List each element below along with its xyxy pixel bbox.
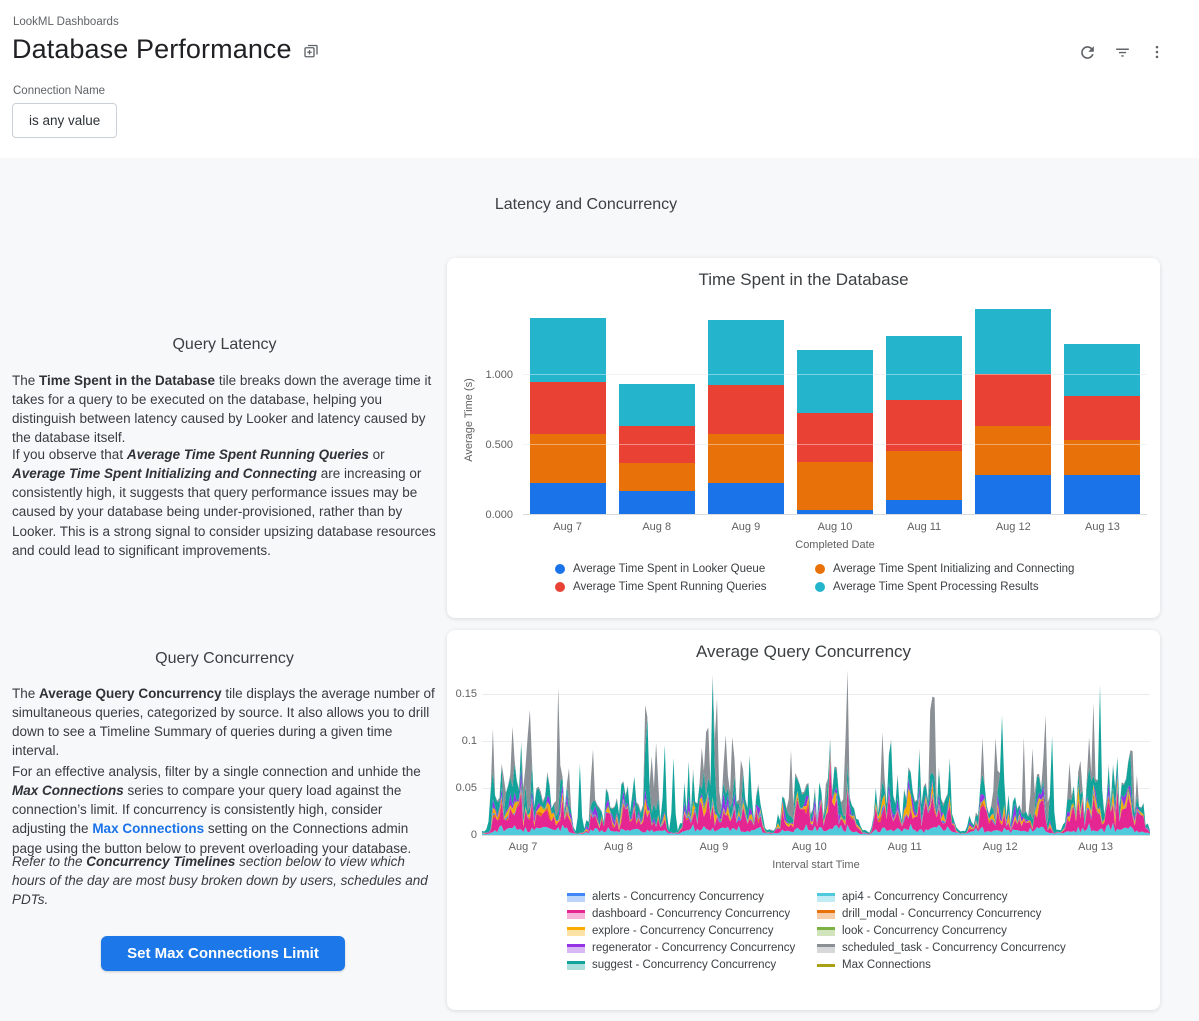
filter-icon[interactable] xyxy=(1112,42,1132,62)
bar-segment[interactable] xyxy=(975,374,1051,426)
bar-legend-column-1 xyxy=(555,563,766,599)
bar-segment[interactable] xyxy=(975,426,1051,475)
bar-aug-12[interactable] xyxy=(975,309,1051,514)
legend-swatch-icon xyxy=(817,961,835,970)
more-options-icon[interactable] xyxy=(1147,42,1167,62)
bar-chart-title: Time Spent in the Database xyxy=(698,270,909,289)
bar-segment[interactable] xyxy=(975,475,1051,514)
bar-x-axis-title: Completed Date xyxy=(795,539,875,551)
area-x-tick-label: Aug 7 xyxy=(508,841,538,853)
dashboard-body xyxy=(0,158,1199,1021)
area-y-tick-label: 0.15 xyxy=(455,687,477,700)
area-x-tick-label: Aug 8 xyxy=(604,841,633,853)
bar-segment[interactable] xyxy=(886,500,962,514)
bar-x-tick-label: Aug 10 xyxy=(817,521,853,533)
area-y-tick-label: 0 xyxy=(470,829,477,841)
bar-segment[interactable] xyxy=(619,384,695,426)
legend-item-0[interactable] xyxy=(555,563,766,575)
copy-dashboard-icon[interactable] xyxy=(301,40,321,60)
bar-segment[interactable] xyxy=(708,385,784,434)
area-y-tick-label: 0.1 xyxy=(461,734,477,747)
query-latency-paragraph-2: If you observe that Average Time Spent Running Queries or Average Time Spent Initializing and Connecting are increasing or consistently high, it suggests that query performance issues may be caused by your database being under-provisioned, rather than by Looker. This is a strong signal to consider upsizing database resources and could lead to significant improvements. xyxy=(12,447,436,558)
bar-x-tick-label: Aug 13 xyxy=(1084,521,1120,533)
bar-x-tick-label: Aug 9 xyxy=(731,521,761,533)
concurrency-tile xyxy=(447,630,1160,1010)
bar-segment[interactable] xyxy=(1064,344,1140,397)
area-gridline xyxy=(482,835,1150,836)
legend-label: drill_modal - Concurrency Concurrency xyxy=(842,908,1042,920)
bar-aug-11[interactable] xyxy=(886,336,962,514)
legend-item-3[interactable] xyxy=(815,581,1074,593)
title-row xyxy=(12,34,321,65)
area-y-tick-label: 0.05 xyxy=(455,781,477,794)
query-concurrency-paragraph-2: For an effective analysis, filter by a single connection and unhide the Max Connections series to compare your query load against the connection’s limit. If concurrency is consistently high, consider adjusting the Max Connections setting on the Connections admin page using the button below to prevent overloading your database. xyxy=(12,764,421,856)
bar-x-tick-label: Aug 7 xyxy=(553,521,582,533)
legend-label: Average Time Spent in Looker Queue xyxy=(573,563,766,575)
bar-segment[interactable] xyxy=(886,336,962,400)
connection-name-filter[interactable]: is any value xyxy=(12,103,117,138)
bar-segment[interactable] xyxy=(1064,440,1140,475)
legend-item-dashboard[interactable] xyxy=(567,908,795,920)
query-latency-heading: Query Latency xyxy=(172,336,277,353)
bar-segment[interactable] xyxy=(975,309,1051,374)
legend-swatch-icon xyxy=(567,910,585,919)
bar-x-tick-label: Aug 12 xyxy=(995,521,1031,533)
bar-segment[interactable] xyxy=(619,491,695,514)
legend-item-1[interactable] xyxy=(815,563,1074,575)
area-x-tick-label: Aug 11 xyxy=(887,841,922,853)
query-latency-paragraph-1: The Time Spent in the Database tile breaks down the average time it takes for a query to be executed on the database, helping you distinguish between latency caused by Looker and latency caused by the database itself. xyxy=(12,373,432,446)
legend-label: Average Time Spent Running Queries xyxy=(573,581,767,593)
bar-plot-area[interactable] xyxy=(523,305,1147,515)
bar-gridline-overlay xyxy=(523,374,1147,375)
legend-item-suggest[interactable] xyxy=(567,959,795,971)
legend-label: look - Concurrency Concurrency xyxy=(842,925,1007,937)
bar-y-tick-label: 1.000 xyxy=(485,369,513,381)
area-plot-area[interactable] xyxy=(482,670,1150,835)
area-x-tick-label: Aug 12 xyxy=(982,841,1018,853)
legend-item-look[interactable] xyxy=(817,925,1066,937)
legend-swatch-icon xyxy=(817,927,835,936)
bar-segment[interactable] xyxy=(530,434,606,482)
legend-label: Average Time Spent Initializing and Connecting xyxy=(833,563,1075,575)
bar-aug-7[interactable] xyxy=(530,318,606,514)
area-x-tick-label: Aug 10 xyxy=(791,841,827,853)
legend-swatch-icon xyxy=(567,961,585,970)
bar-y-tick-label: 0.500 xyxy=(485,439,513,451)
bar-gridline xyxy=(523,514,1147,515)
refresh-icon[interactable] xyxy=(1077,42,1097,62)
legend-label: Average Time Spent Processing Results xyxy=(833,581,1039,593)
legend-swatch-icon xyxy=(567,893,585,902)
legend-item-alerts[interactable] xyxy=(567,891,795,903)
bar-segment[interactable] xyxy=(797,350,873,413)
legend-item-scheduled_task[interactable] xyxy=(817,942,1066,954)
area-legend-column-2 xyxy=(817,891,1066,976)
bar-segment[interactable] xyxy=(708,483,784,515)
bar-segment[interactable] xyxy=(708,434,784,483)
legend-label: scheduled_task - Concurrency Concurrency xyxy=(842,942,1066,954)
legend-item-2[interactable] xyxy=(555,581,766,593)
legend-label: alerts - Concurrency Concurrency xyxy=(592,891,764,903)
legend-swatch-icon xyxy=(567,944,585,953)
bar-aug-13[interactable] xyxy=(1064,344,1140,514)
legend-label: Max Connections xyxy=(842,959,931,971)
legend-dot-icon xyxy=(815,582,825,592)
bar-y-axis-title: Average Time (s) xyxy=(463,378,475,462)
bar-segment[interactable] xyxy=(797,462,873,510)
bar-segment[interactable] xyxy=(886,451,962,500)
bar-aug-9[interactable] xyxy=(708,320,784,514)
legend-swatch-icon xyxy=(817,893,835,902)
legend-dot-icon xyxy=(815,564,825,574)
breadcrumb[interactable]: LookML Dashboards xyxy=(13,16,119,28)
legend-swatch-icon xyxy=(567,927,585,936)
bar-segment[interactable] xyxy=(797,510,873,514)
header-actions xyxy=(1077,42,1167,62)
page-title: Database Performance xyxy=(12,34,292,64)
legend-label: dashboard - Concurrency Concurrency xyxy=(592,908,791,920)
area-x-axis-title: Interval start Time xyxy=(772,859,860,871)
set-max-connections-button[interactable]: Set Max Connections Limit xyxy=(101,936,345,971)
bar-y-tick-label: 0.000 xyxy=(485,509,513,521)
bar-segment[interactable] xyxy=(797,413,873,461)
legend-dot-icon xyxy=(555,582,565,592)
bar-x-tick-label: Aug 11 xyxy=(907,521,942,533)
bar-segment[interactable] xyxy=(530,483,606,515)
legend-item-explore[interactable] xyxy=(567,925,795,937)
area-x-tick-label: Aug 9 xyxy=(699,841,729,853)
bar-segment[interactable] xyxy=(530,382,606,434)
area-x-tick-label: Aug 13 xyxy=(1078,841,1113,853)
legend-dot-icon xyxy=(555,564,565,574)
bar-segment[interactable] xyxy=(530,318,606,382)
time-spent-tile xyxy=(447,258,1160,618)
bar-segment[interactable] xyxy=(619,463,695,491)
legend-item-regenerator[interactable] xyxy=(567,942,795,954)
legend-item-api4[interactable] xyxy=(817,891,1066,903)
legend-label: api4 - Concurrency Concurrency xyxy=(842,891,1008,903)
legend-label: suggest - Concurrency Concurrency xyxy=(592,959,777,971)
legend-item-max_connections[interactable] xyxy=(817,959,1066,971)
area-chart-title: Average Query Concurrency xyxy=(695,642,912,661)
legend-swatch-icon xyxy=(817,944,835,953)
query-concurrency-paragraph-3: Refer to the Concurrency Timelines section below to view which hours of the day are most busy broken down by users, schedules and PDTs. xyxy=(12,854,428,908)
bar-segment[interactable] xyxy=(1064,475,1140,514)
legend-label: regenerator - Concurrency Concurrency xyxy=(592,942,796,954)
max-connections-link[interactable]: Max Connections xyxy=(92,821,205,837)
bar-x-tick-label: Aug 8 xyxy=(642,521,672,533)
filter-label: Connection Name xyxy=(13,85,106,97)
bar-segment[interactable] xyxy=(1064,396,1140,439)
bar-gridline-overlay xyxy=(523,444,1147,445)
legend-item-drill_modal[interactable] xyxy=(817,908,1066,920)
area-legend-column-1 xyxy=(567,891,795,976)
legend-swatch-icon xyxy=(817,910,835,919)
legend-label: explore - Concurrency Concurrency xyxy=(592,925,774,937)
bar-legend-column-2 xyxy=(815,563,1074,599)
bar-aug-8[interactable] xyxy=(619,384,695,514)
query-concurrency-heading: Query Concurrency xyxy=(155,650,294,667)
section-title: Latency and Concurrency xyxy=(494,196,678,213)
query-concurrency-paragraph-1: The Average Query Concurrency tile displays the average number of simultaneous queries, categorized by source. It also allows you to drill down to see a Timeline Summary of queries during a given time interval. xyxy=(12,686,435,759)
